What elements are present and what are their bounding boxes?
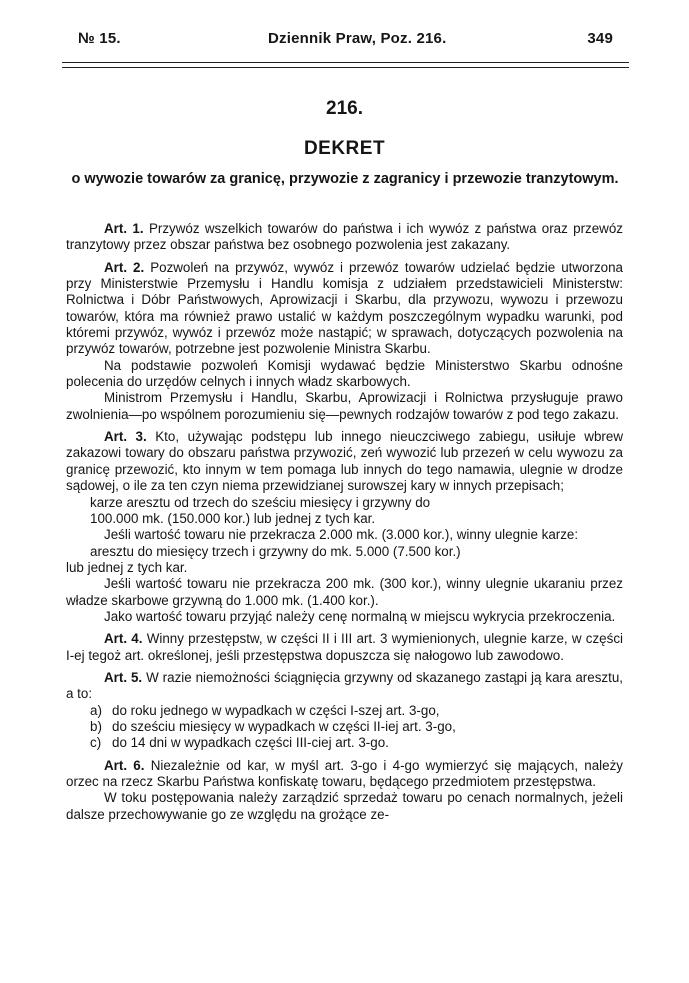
article-text: Kto, używając podstępu lub innego nieuczciwego zabiegu, usiłuje wbrew zakazowi towary do obszaru państwa przywozić, zeń wywozić lub przezeń w celu wywozu za granicę przewozić, kto innym w tem pomaga lub innych do tego namawia, ulegnie w drodze sądowej, o ile za ten czyn niema przewidzianej surowszej kary w innych przepisach; bbox=[66, 429, 623, 494]
article-label: Art. 3. bbox=[104, 429, 147, 445]
article-label: Art. 1. bbox=[104, 221, 144, 236]
running-header bbox=[78, 30, 613, 52]
paragraph: Ministrom Przemysłu i Handlu, Skarbu, Aprowizacji i Rolnictwa przysługuje prawo zwolnienia—po wspólnem porozumieniu się—pewnych rodzajów towarów z pod tego zakazu. bbox=[66, 390, 623, 422]
page-number: 349 bbox=[587, 30, 613, 47]
issue-number: № 15. bbox=[78, 30, 121, 47]
list-item-letter: b) bbox=[90, 718, 102, 734]
list-item bbox=[90, 719, 623, 735]
list-item-text: do roku jednego w wypadkach w części I-szej art. 3-go, bbox=[112, 702, 440, 718]
article-label: Art. 4. bbox=[104, 631, 143, 647]
article-label: Art. 5. bbox=[104, 669, 143, 685]
article-text: Niezależnie od kar, w myśl art. 3-go i 4-go wymierzyć się mających, należy orzec na rzecz Skarbu Państwa konfiskatę towaru, będącego przedmiotem przestępstwa. bbox=[66, 757, 623, 789]
document-title: DEKRET bbox=[303, 138, 386, 159]
header-rule bbox=[62, 62, 629, 63]
paragraph: Jeśli wartość towaru nie przekracza 2.000 mk. (3.000 kor.), winny ulegnie karze: bbox=[104, 527, 579, 543]
article-text: W razie niemożności ściągnięcia grzywny od skazanego zastąpi ją kara aresztu, a to: bbox=[66, 669, 623, 702]
article-text: Winny przestępstw, w części II i III art. 3 wymienionych, ulegnie karze, w części I-ej tegoż art. określonej, jeśli przestępstwa dopuszcza się nałogowo lub zawodowo. bbox=[66, 631, 623, 663]
journal-title: Dziennik Praw, Poz. 216. bbox=[268, 30, 447, 47]
penalty-line: 100.000 mk. (150.000 kor.) lub jednej z tych kar. bbox=[90, 510, 376, 526]
article-text: Przywóz wszelkich towarów do państwa i ich wywóz z państwa oraz przewóz tranzytowy przez obszar państwa bez osobnego pozwolenia jest zakazany. bbox=[66, 221, 623, 253]
article-label: Art. 6. bbox=[104, 757, 145, 773]
penalty-line: karze aresztu od trzech do sześciu miesięcy i grzywny do bbox=[90, 494, 431, 510]
penalty-line: aresztu do miesięcy trzech i grzywny do mk. 5.000 (7.500 kor.) bbox=[90, 543, 461, 559]
article-3 bbox=[66, 429, 623, 494]
list-item-text: do 14 dni w wypadkach części III-ciej art. 3-go. bbox=[112, 735, 389, 751]
list-item-letter: c) bbox=[90, 735, 102, 751]
penalty-line: lub jednej z tych kar. bbox=[66, 559, 188, 575]
article-6 bbox=[66, 758, 623, 791]
position-number: 216. bbox=[326, 98, 363, 119]
list-item-letter: a) bbox=[90, 702, 102, 718]
article-text: Pozwoleń na przywóz, wywóz i przewóz towarów udzielać będzie utworzona przy Ministerstwie Przemysłu i Handlu komisja z udziałem przedstawicieli Ministerstw: Rolnictwa i Dóbr Państwowych, Aprowizacji i Skarbu, dla przywozu, wywozu i przewozu towarów, która ma również prawo ustalić w każdym poszczególnym wypadku warunki, pod któremi przywóz, wywóz i przewóz może nastąpić; w sprawach, dotyczących pozwolenia na przywóz towarów, potrzebne jest pozwolenie Ministra Skarbu. bbox=[66, 259, 623, 357]
paragraph: Jeśli wartość towaru nie przekracza 200 mk. (300 kor.), winny ulegnie ukaraniu przez władze skarbowe grzywną do 1.000 mk. (1.400 kor.). bbox=[66, 576, 623, 608]
paragraph: W toku postępowania należy zarządzić sprzedaż towaru po cenach normalnych, jeżeli dalsze przechowywanie go ze względu na grożące ze- bbox=[66, 790, 623, 822]
document-subtitle: o wywozie towarów za granicę, przywozie z zagranicy i przewozie tranzytowym. bbox=[71, 171, 619, 187]
article-5 bbox=[66, 670, 623, 703]
article-1 bbox=[66, 221, 623, 254]
header-rule-double bbox=[62, 67, 629, 68]
list-item-text: do sześciu miesięcy w wypadkach w części II-iej art. 3-go, bbox=[112, 718, 456, 734]
article-label: Art. 2. bbox=[104, 259, 145, 275]
article-2 bbox=[66, 260, 623, 358]
paragraph: Jako wartość towaru przyjąć należy cenę normalną w miejscu wykrycia przekroczenia. bbox=[104, 608, 616, 624]
document-body bbox=[66, 221, 623, 823]
article-4 bbox=[66, 631, 623, 664]
paragraph: Na podstawie pozwoleń Komisji wydawać będzie Ministerstwo Skarbu odnośne polecenia do urzędów celnych i innych władz skarbowych. bbox=[66, 357, 623, 390]
list-item bbox=[90, 703, 623, 719]
list-item bbox=[90, 735, 623, 751]
